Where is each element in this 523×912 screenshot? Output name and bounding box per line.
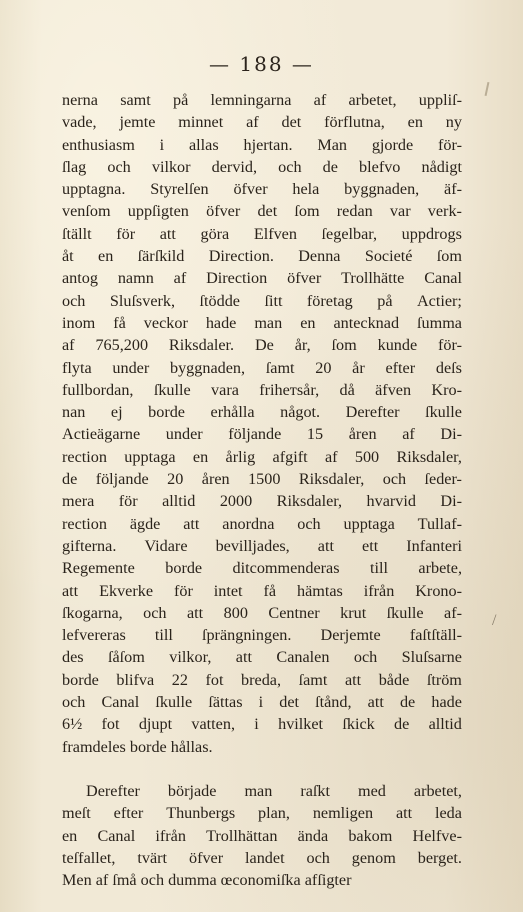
text-line: rection upptaga en årlig afgift af 500 Riksdaler, xyxy=(62,447,462,466)
text-line: flyta under byggnaden, ſamt 20 år efter deſs xyxy=(62,358,462,377)
text-line: fullbordan, ſkulle vara friheтsår, då äfven Kro- xyxy=(62,380,462,399)
text-line: venſom uppſigten öfver det ſom redan var verk- xyxy=(62,202,462,221)
text-line: ſkogarna, och att 800 Centner krut ſkulle af- xyxy=(62,603,462,622)
text-line: de följande 20 åren 1500 Riksdaler, och ſeder- xyxy=(62,470,462,489)
text-line: Actieägarne under följande 15 åren af Di- xyxy=(62,425,462,444)
text-line: nerna samt på lemningarna af arbetet, uppliſ- xyxy=(62,91,462,109)
text-line: teſfallet, tvärt öfver landet och genom berget. xyxy=(62,848,462,867)
text-line: lefvereras till ſprängningen. Derjemte faſtſtäll- xyxy=(62,626,462,645)
body-text xyxy=(62,89,462,891)
text-line: 6½ fot djupt vatten, i hvilket ſkick de alltid xyxy=(62,715,462,734)
paragraph-gap xyxy=(62,758,462,780)
text-line: och Canal ſkulle ſättas i det ſtånd, att de hade xyxy=(62,693,462,712)
text-line: antog namn af Direction öfver Trollhätte Canal xyxy=(62,269,462,288)
text-line: Derefter började man raſkt med arbetet, xyxy=(86,781,462,800)
text-line: och Sluſsverk, ſtödde ſitt företag på Actier; xyxy=(62,291,462,310)
margin-pencil-mark xyxy=(485,82,490,96)
text-line: des ſåſom vilkor, att Canalen och Sluſsarne xyxy=(62,648,462,667)
text-line: vade, jemte minnet af det förflutna, en ny xyxy=(62,113,462,132)
margin-annotation: / xyxy=(492,612,497,629)
text-line: Regemente borde ditcommenderas till arbete, xyxy=(62,559,462,578)
text-line: ſlag och vilkor dervid, och de blefvo nådigt xyxy=(62,157,462,176)
text-line: af 765,200 Riksdaler. De år, ſom kunde för- xyxy=(62,336,462,355)
text-line: ſtällt för att göra Elfven ſegelbar, uppdrogs xyxy=(62,224,462,243)
text-line: nan ej borde erhålla något. Derefter ſkulle xyxy=(62,403,462,422)
text-line: inom få veckor hade man en antecknad ſumma xyxy=(62,313,462,332)
text-line: en Canal ifrån Trollhättan ända bakom Helfve- xyxy=(62,826,462,845)
text-line: mera för alltid 2000 Riksdaler, hvarvid Di- xyxy=(62,492,462,511)
text-line: rection ägde att anordna och upptaga Tullaf- xyxy=(62,514,462,533)
text-line: Men af ſmå och dumma œconomiſka afſigter xyxy=(62,871,352,890)
text-line: åt en ſärſkild Direction. Denna Societé ſom xyxy=(62,247,462,266)
text-line: framdeles borde hållas. xyxy=(62,737,213,756)
text-line: att Ekverke för intet få hämtas ifrån Krono- xyxy=(62,581,462,600)
text-line: meſt efter Thunbergs plan, nemligen att leda xyxy=(62,804,462,823)
page-number: — 188 — xyxy=(209,52,314,76)
text-line: gifterna. Vidare bevilljades, att ett Infanteri xyxy=(62,536,462,555)
text-line: upptagna. Styrelſen öfver hela byggnaden, äf- xyxy=(62,180,462,199)
text-line: borde blifva 22 fot breda, ſamt att både ſtröm xyxy=(62,670,462,689)
text-line: enthusiasm i allas hjertan. Man gjorde för- xyxy=(62,135,462,154)
